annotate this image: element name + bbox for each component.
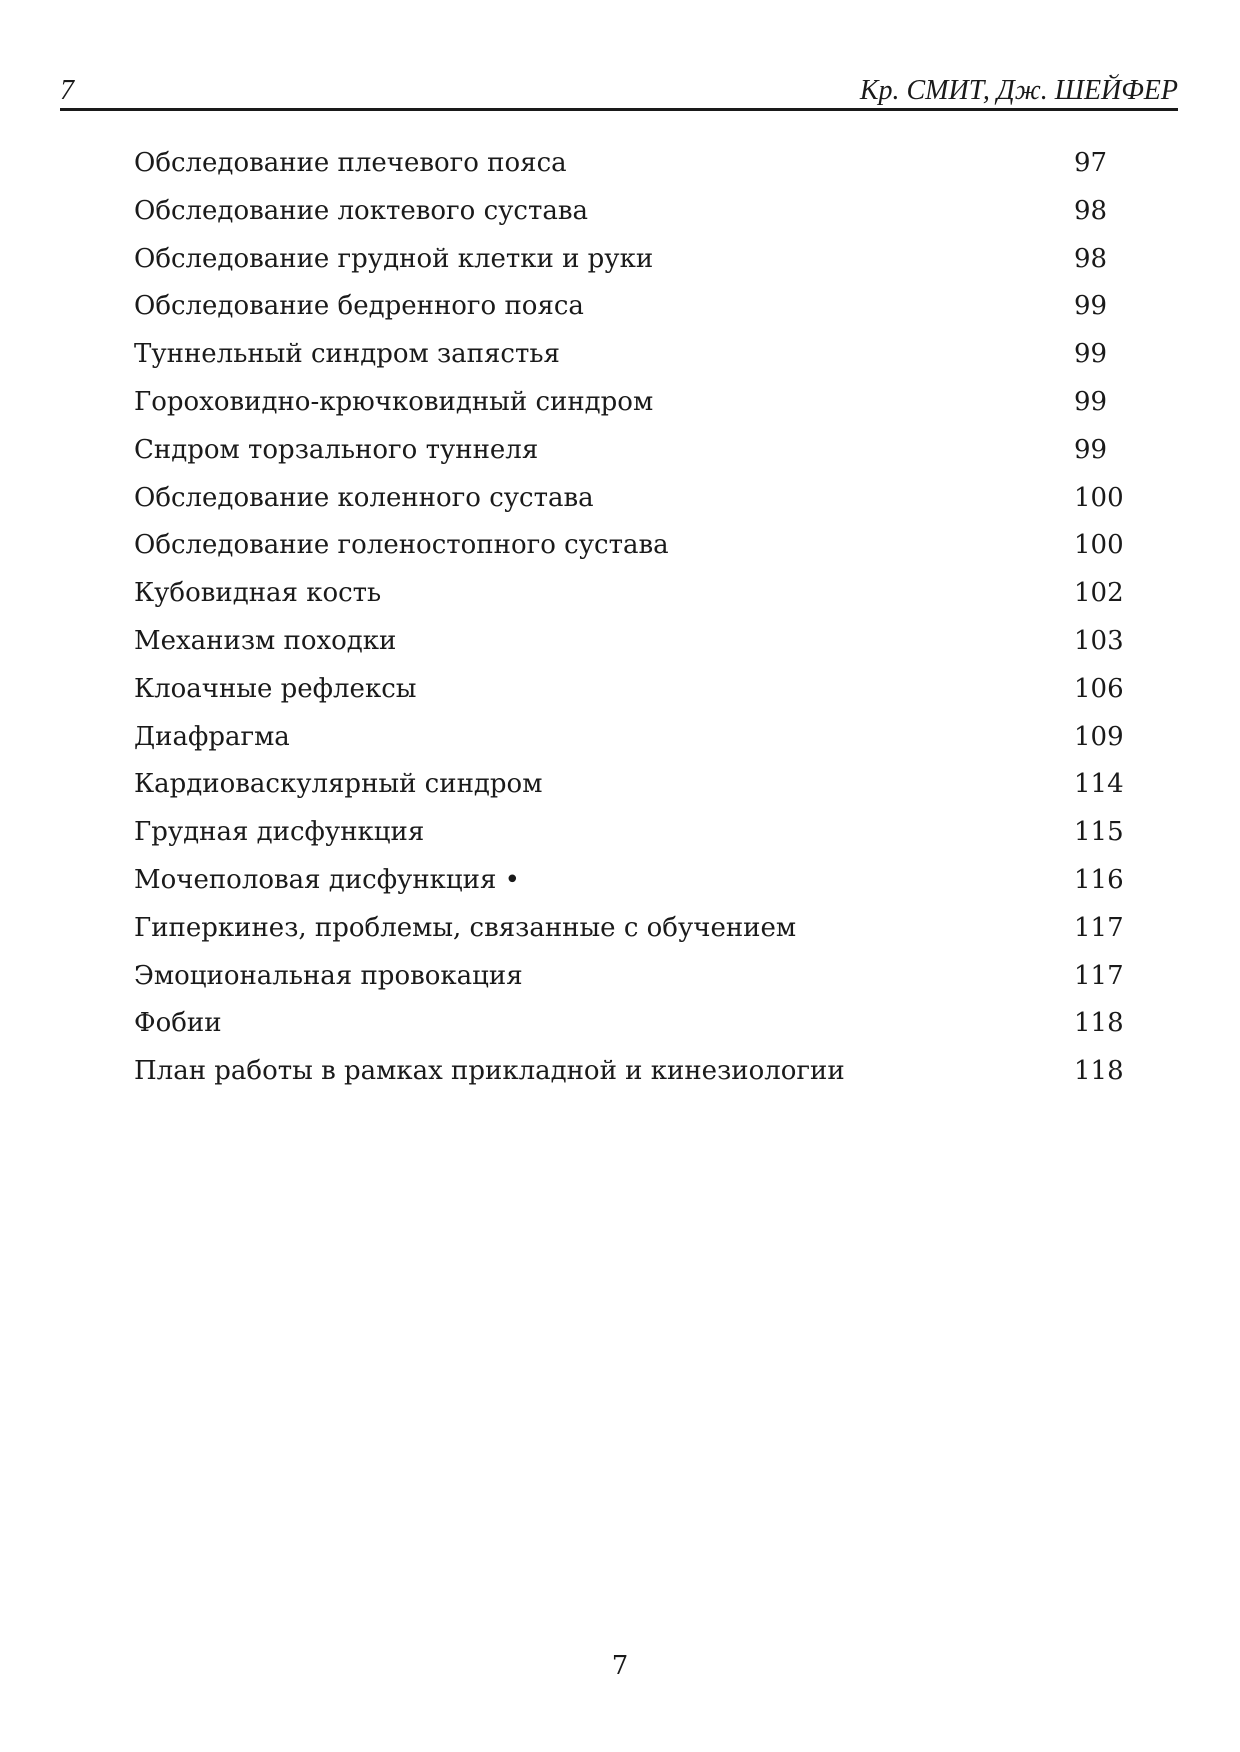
toc-entry (134, 906, 1134, 954)
toc-entry (134, 762, 1134, 810)
toc-entry (134, 141, 1134, 189)
table-of-contents (134, 141, 1134, 1097)
toc-entry-title: Гиперкинез, проблемы, связанные с обучением (134, 912, 797, 943)
toc-entry-title: Обследование локтевого сустава (134, 195, 589, 226)
footer-page-number: 7 (611, 1651, 629, 1681)
toc-entry (134, 858, 1134, 906)
toc-entry-title: Эмоциональная провокация (134, 960, 523, 991)
toc-entry-title: Кубовидная кость (134, 578, 382, 609)
toc-entry (134, 810, 1134, 858)
toc-entry (134, 332, 1134, 380)
toc-entry-title: Обследование бедренного пояса (134, 291, 584, 322)
toc-entry (134, 428, 1134, 476)
toc-entry-title: Грудная дисфункция (134, 817, 425, 848)
toc-entry-page: 115 (1074, 817, 1124, 848)
toc-entry-title: Обследование голеностопного сустава (134, 530, 669, 561)
toc-entry-title: Сндром торзального туннеля (134, 434, 539, 465)
toc-entry-page: 102 (1074, 578, 1124, 609)
toc-entry-page: 106 (1074, 673, 1124, 704)
header-authors: Кр. СМИТ, Дж. ШЕЙФЕР (859, 75, 1178, 106)
toc-entry-title: Гороховидно-крючковидный синдром (134, 386, 654, 417)
toc-entry-title: Клоачные рефлексы (134, 673, 417, 704)
toc-entry (134, 667, 1134, 715)
toc-entry-page: 117 (1074, 912, 1124, 943)
toc-entry-page: 114 (1074, 769, 1124, 800)
toc-entry-page: 97 (1074, 148, 1108, 178)
toc-entry-page: 109 (1074, 721, 1124, 752)
toc-entry-page: 99 (1074, 339, 1108, 370)
toc-entry-page: 100 (1074, 482, 1124, 513)
toc-entry-page: 99 (1074, 386, 1108, 417)
toc-entry (134, 619, 1134, 667)
toc-entry-title: Обследование грудной клетки и руки (134, 243, 654, 274)
toc-entry (134, 189, 1134, 237)
toc-entry (134, 284, 1134, 332)
toc-entry (134, 1001, 1134, 1049)
toc-entry-title: Диафрагма (134, 721, 290, 752)
toc-entry (134, 476, 1134, 524)
toc-entry-title: Механизм походки (134, 625, 397, 656)
toc-entry-page: 99 (1074, 291, 1108, 322)
toc-entry-page: 116 (1074, 864, 1124, 895)
toc-entry (134, 237, 1134, 285)
toc-entry-page: 100 (1074, 530, 1124, 561)
toc-entry (134, 1049, 1134, 1097)
toc-entry-title: План работы в рамках прикладной и кинезиологии (134, 1056, 845, 1087)
toc-entry-title: Туннельный синдром запястья (134, 339, 560, 370)
toc-entry (134, 954, 1134, 1002)
toc-entry-page: 98 (1074, 195, 1108, 226)
toc-entry (134, 571, 1134, 619)
toc-entry-title: Фобии (134, 1008, 222, 1039)
running-header (60, 74, 1178, 111)
toc-entry-page: 99 (1074, 434, 1108, 465)
toc-entry-page: 103 (1074, 625, 1124, 656)
toc-entry-title: Мочеполовая дисфункция • (134, 864, 520, 895)
toc-entry-title: Кардиоваскулярный синдром (134, 769, 543, 800)
toc-entry (134, 715, 1134, 763)
toc-entry (134, 380, 1134, 428)
toc-entry-title: Обследование плечевого пояса (134, 148, 567, 178)
toc-entry-page: 118 (1074, 1008, 1124, 1039)
toc-entry (134, 523, 1134, 571)
toc-entry-page: 117 (1074, 960, 1124, 991)
toc-entry-page: 98 (1074, 243, 1108, 274)
header-page-number: 7 (60, 75, 74, 106)
toc-entry-page: 118 (1074, 1056, 1124, 1087)
toc-entry-title: Обследование коленного сустава (134, 482, 594, 513)
